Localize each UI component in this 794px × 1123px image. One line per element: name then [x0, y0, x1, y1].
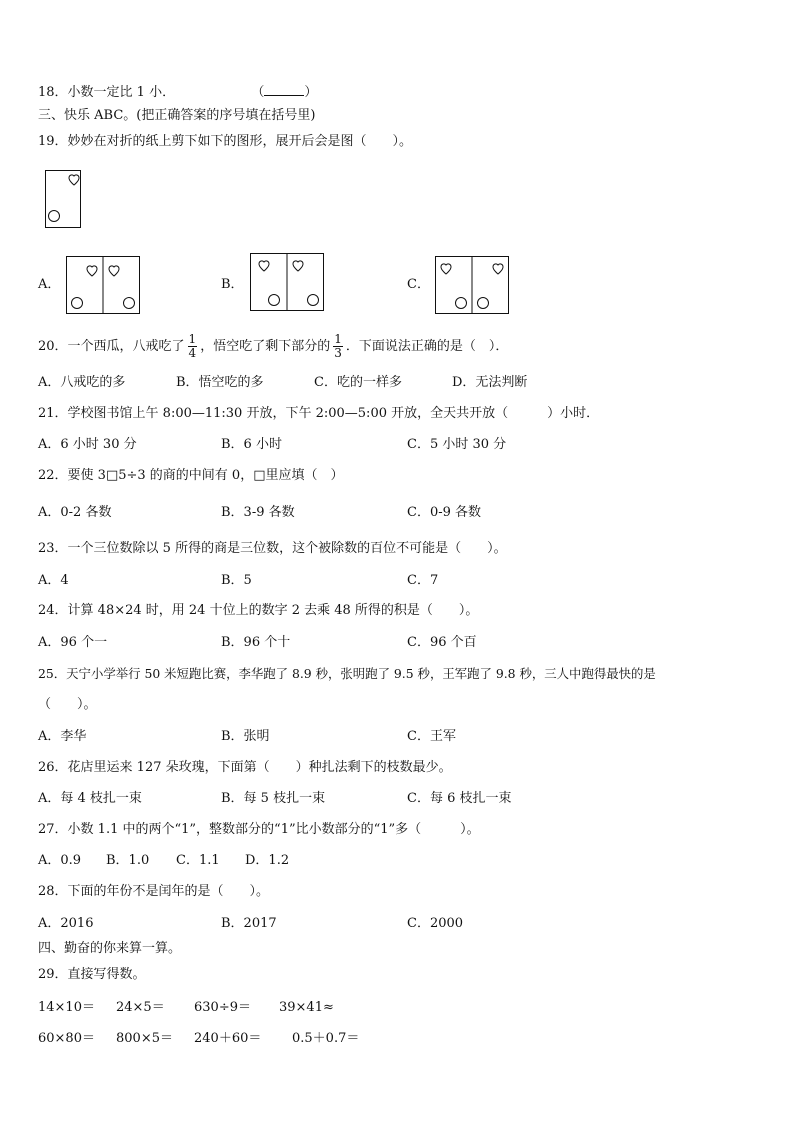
q19-option-a-figure[interactable]	[66, 256, 142, 316]
calc-item[interactable]: 0.5＋0.7＝	[292, 1031, 360, 1046]
q23-option-c[interactable]: C．7	[407, 573, 439, 588]
q21-option-c[interactable]: C．5 小时 30 分	[407, 437, 507, 452]
q25-option-a[interactable]: A．李华	[38, 729, 87, 744]
q26-option-c[interactable]: C．每 6 枝扎一束	[407, 791, 512, 806]
fraction-one-quarter: $\frac{1}{4}$	[188, 332, 197, 360]
q26-option-a[interactable]: A．每 4 枝扎一束	[38, 791, 142, 806]
q28-option-b[interactable]: B．2017	[221, 916, 277, 931]
question-28: 28．下面的年份不是闰年的是（ ）。	[38, 884, 270, 899]
question-27: 27．小数 1.1 中的两个“1”，整数部分的“1”比小数部分的“1”多（ ）。	[38, 822, 480, 837]
question-23: 23．一个三位数除以 5 所得的商是三位数，这个被除数的百位不可能是（ ）。	[38, 541, 507, 556]
q27-option-d[interactable]: D．1.2	[245, 853, 290, 868]
q23-option-a[interactable]: A．4	[38, 573, 69, 588]
section-3-heading: 三、快乐 ABC。(把正确答案的序号填在括号里)	[38, 108, 316, 123]
question-24: 24．计算 48×24 时，用 24 十位上的数字 2 去乘 48 所得的积是（ ）。	[38, 603, 479, 618]
q24-option-b[interactable]: B．96 个十	[221, 635, 291, 650]
calc-item[interactable]: 800×5＝	[116, 1031, 173, 1046]
q27-option-a[interactable]: A．0.9	[38, 853, 82, 868]
q28-option-c[interactable]: C．2000	[407, 916, 464, 931]
question-21: 21．学校图书馆上午 8:00—11:30 开放，下午 2:00—5:00 开放，全天共开放（ ）小时．	[38, 406, 600, 421]
q22-option-a[interactable]: A．0-2 各数	[38, 505, 112, 520]
q25-option-c[interactable]: C．王军	[407, 729, 456, 744]
q20-option-d[interactable]: D．无法判断	[452, 375, 528, 390]
q22-option-b[interactable]: B．3-9 各数	[221, 505, 295, 520]
folded-paper-figure	[45, 170, 85, 230]
calc-item[interactable]: 60×80＝	[38, 1031, 95, 1046]
question-20: 20．一个西瓜，八戒吃了 $\frac{1}{4}$ ，悟空吃了剩下部分的 $\frac{1}{3}$ ．下面说法正确的是（ ）．	[38, 332, 509, 360]
q24-option-a[interactable]: A．96 个一	[38, 635, 108, 650]
q19-option-b-label[interactable]: B．	[221, 277, 244, 292]
q19-option-a-label[interactable]: A．	[38, 277, 61, 292]
q26-option-b[interactable]: B．每 5 枝扎一束	[221, 791, 326, 806]
question-29: 29．直接写得数。	[38, 967, 146, 982]
q20-option-b[interactable]: B．悟空吃的多	[176, 375, 264, 390]
q23-option-b[interactable]: B．5	[221, 573, 252, 588]
question-25-continuation: （ ）。	[38, 697, 97, 712]
question-19: 19．妙妙在对折的纸上剪下如下的图形，展开后会是图（ ）。	[38, 134, 413, 149]
q20-option-a[interactable]: A．八戒吃的多	[38, 375, 126, 390]
q19-option-c-label[interactable]: C．	[407, 277, 430, 292]
q27-option-c[interactable]: C．1.1	[176, 853, 220, 868]
calc-item[interactable]: 14×10＝	[38, 1000, 95, 1015]
q24-option-c[interactable]: C．96 个百	[407, 635, 477, 650]
calc-item[interactable]: 240＋60＝	[194, 1031, 262, 1046]
calc-item[interactable]: 630÷9＝	[194, 1000, 251, 1015]
section-4-heading: 四、勤奋的你来算一算。	[38, 941, 182, 956]
q20-option-c[interactable]: C．吃的一样多	[314, 375, 402, 390]
question-26: 26．花店里运来 127 朵玫瑰，下面第（ ）种扎法剩下的枝数最少。	[38, 760, 452, 775]
q22-option-c[interactable]: C．0-9 各数	[407, 505, 482, 520]
question-18: 18．小数一定比 1 小． （ ）	[38, 85, 318, 100]
q19-option-b-figure[interactable]	[250, 253, 326, 313]
q21-option-a[interactable]: A．6 小时 30 分	[38, 437, 137, 452]
q21-option-b[interactable]: B．6 小时	[221, 437, 282, 452]
q25-option-b[interactable]: B．张明	[221, 729, 270, 744]
answer-blank[interactable]	[264, 83, 304, 96]
q27-option-b[interactable]: B．1.0	[106, 853, 150, 868]
q28-option-a[interactable]: A．2016	[38, 916, 94, 931]
q19-option-c-figure[interactable]	[435, 256, 511, 316]
calc-item[interactable]: 24×5＝	[116, 1000, 165, 1015]
question-25: 25．天宁小学举行 50 米短跑比赛，李华跑了 8.9 秒，张明跑了 9.5 秒，王军跑了 9.8 秒，三人中跑得最快的是	[38, 666, 656, 681]
fraction-one-third: $\frac{1}{3}$	[334, 332, 342, 360]
question-22: 22．要使 3□5÷3 的商的中间有 0，□里应填（ ）	[38, 468, 344, 483]
calc-item[interactable]: 39×41≈	[279, 1000, 334, 1015]
